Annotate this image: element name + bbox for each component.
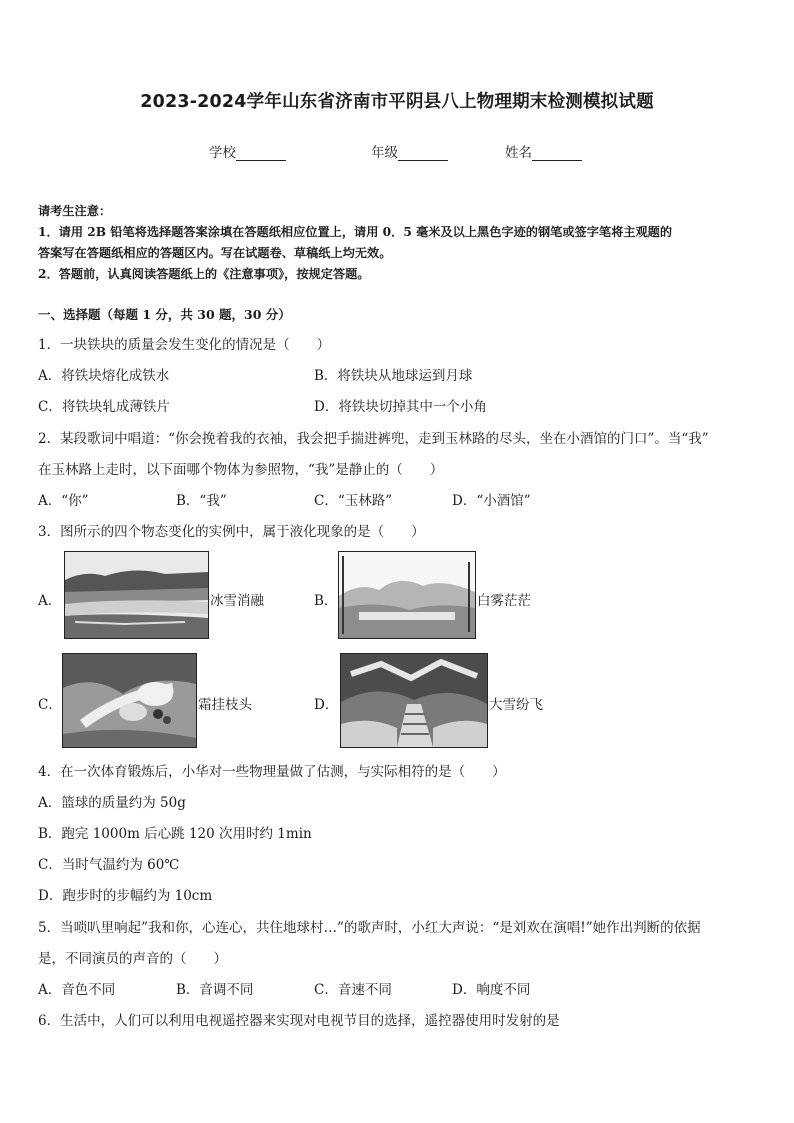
school-label: 学校 bbox=[209, 145, 236, 161]
question-3-stem: 3．图所示的四个物态变化的实例中，属于液化现象的是（ ） bbox=[38, 524, 425, 540]
question-4-option-b[interactable]: B．跑完 1000m 后心跳 120 次用时约 1min bbox=[38, 826, 312, 842]
question-2-stem-line-2: 在玉林路上走时，以下面哪个物体为参照物，“我”是静止的（ ） bbox=[38, 462, 444, 478]
frost-photo-icon bbox=[62, 653, 197, 748]
question-5-stem-line-2: 是，不同演员的声音的（ ） bbox=[38, 951, 227, 967]
school-blank[interactable] bbox=[236, 147, 286, 161]
name-field bbox=[505, 141, 582, 161]
question-5-option-d[interactable]: D．响度不同 bbox=[452, 982, 531, 998]
ice-melt-photo-icon bbox=[64, 551, 209, 639]
question-2-option-d[interactable]: D．“小酒馆” bbox=[452, 493, 531, 509]
question-3-option-a-letter[interactable]: A． bbox=[38, 593, 62, 609]
question-1-option-c[interactable]: C．将铁块轧成薄铁片 bbox=[38, 399, 170, 415]
grade-field bbox=[371, 141, 448, 161]
question-4-stem: 4．在一次体育锻炼后，小华对一些物理量做了估测，与实际相符的是（ ） bbox=[38, 764, 506, 780]
grade-label: 年级 bbox=[371, 145, 398, 161]
notice-line-3: 2．答题前，认真阅读答题纸上的《注意事项》，按规定答题。 bbox=[38, 267, 370, 281]
question-5-option-b[interactable]: B．音调不同 bbox=[176, 982, 254, 998]
question-3-option-c-caption: 霜挂枝头 bbox=[198, 697, 252, 713]
question-2-option-b[interactable]: B．“我” bbox=[176, 493, 227, 509]
question-2-stem-line-1: 2．某段歌词中唱道：“你会挽着我的衣袖，我会把手揣进裤兜，走到玉林路的尽头，坐在小酒馆的门口”。当“我” bbox=[38, 431, 709, 447]
question-4-option-d[interactable]: D．跑步时的步幅约为 10cm bbox=[38, 888, 213, 904]
grade-blank[interactable] bbox=[398, 147, 448, 161]
name-blank[interactable] bbox=[532, 147, 582, 161]
question-1-option-a[interactable]: A．将铁块熔化成铁水 bbox=[38, 368, 170, 384]
page-title: 2023-2024学年山东省济南市平阴县八上物理期末检测模拟试题 bbox=[140, 92, 654, 112]
question-2-option-a[interactable]: A．“你” bbox=[38, 493, 89, 509]
section-heading: 一、选择题（每题 1 分，共 30 题，30 分） bbox=[38, 307, 291, 322]
notice-heading: 请考生注意： bbox=[38, 204, 112, 218]
question-3-option-b-letter[interactable]: B． bbox=[314, 593, 338, 609]
fog-photo-icon bbox=[338, 551, 476, 639]
snow-photo-icon bbox=[340, 653, 488, 748]
question-5-option-a[interactable]: A．音色不同 bbox=[38, 982, 116, 998]
question-1-stem: 1．一块铁块的质量会发生变化的情况是（ ） bbox=[38, 337, 331, 353]
question-5-stem-line-1: 5．当唢叭里响起”我和你，心连心，共住地球村…”的歌声时，小红大声说：“是刘欢在演唱!”她作出判断的依据 bbox=[38, 920, 701, 936]
question-3-option-a-caption: 冰雪消融 bbox=[210, 593, 264, 609]
question-3-option-d-caption: 大雪纷飞 bbox=[489, 697, 543, 713]
notice-line-1: 1．请用 2B 铅笔将选择题答案涂填在答题纸相应位置上，请用 0．5 毫米及以上黑色字迹的钢笔或签字笔将主观题的 bbox=[38, 225, 673, 239]
school-field bbox=[209, 141, 286, 161]
question-3-option-d-letter[interactable]: D． bbox=[314, 697, 339, 713]
question-3-option-c-letter[interactable]: C． bbox=[38, 697, 62, 713]
question-4-option-a[interactable]: A．篮球的质量约为 50g bbox=[38, 795, 186, 811]
question-6-stem: 6．生活中，人们可以利用电视遥控器来实现对电视节目的选择，遥控器使用时发射的是 bbox=[38, 1013, 560, 1029]
question-1-option-d[interactable]: D．将铁块切掉其中一个小角 bbox=[314, 399, 487, 415]
question-3-option-b-caption: 白雾茫茫 bbox=[477, 593, 531, 609]
question-2-option-c[interactable]: C．“玉林路” bbox=[314, 493, 393, 509]
question-1-option-b[interactable]: B．将铁块从地球运到月球 bbox=[314, 368, 473, 384]
name-label: 姓名 bbox=[505, 145, 532, 161]
notice-line-2: 答案写在答题纸相应的答题区内。写在试题卷、草稿纸上均无效。 bbox=[38, 246, 392, 260]
question-5-option-c[interactable]: C．音速不同 bbox=[314, 982, 392, 998]
question-4-option-c[interactable]: C．当时气温约为 60℃ bbox=[38, 857, 180, 873]
